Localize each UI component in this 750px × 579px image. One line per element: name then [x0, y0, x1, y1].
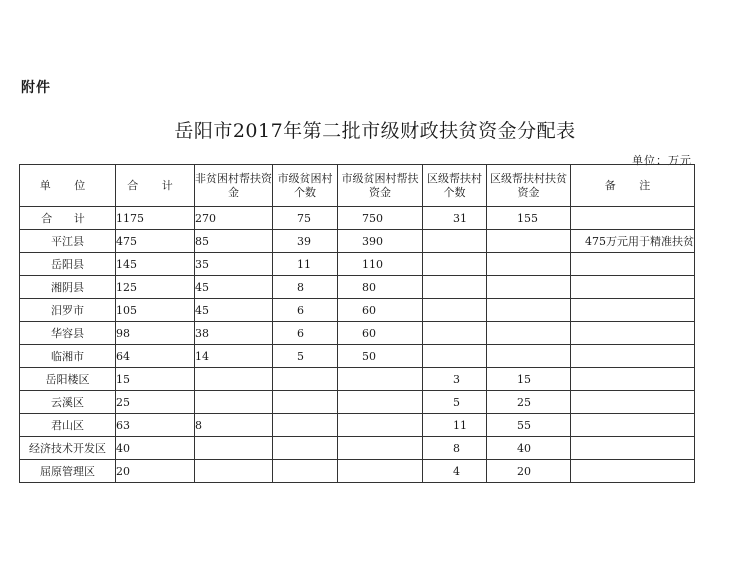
table-body: [20, 207, 695, 483]
city-village-fund-cell: 60: [338, 299, 423, 322]
remark-cell: [571, 345, 695, 368]
city-village-fund-cell: [338, 414, 423, 437]
district-village-fund-cell: [487, 345, 571, 368]
remark-cell: [571, 437, 695, 460]
non-poor-fund-cell: [195, 437, 273, 460]
city-village-count-cell: [273, 368, 338, 391]
non-poor-fund-cell: 14: [195, 345, 273, 368]
table-row: [20, 230, 695, 253]
unit-cell: 平江县: [20, 230, 116, 253]
city-village-fund-cell: 80: [338, 276, 423, 299]
table-row: [20, 207, 695, 230]
district-village-count-cell: [423, 253, 487, 276]
city-village-count-cell: 75: [273, 207, 338, 230]
remark-cell: [571, 207, 695, 230]
non-poor-fund-cell: 45: [195, 276, 273, 299]
district-village-fund-cell: 40: [487, 437, 571, 460]
non-poor-fund-cell: 8: [195, 414, 273, 437]
city-village-count-cell: 8: [273, 276, 338, 299]
unit-cell: 临湘市: [20, 345, 116, 368]
remark-cell: 475万元用于精准扶贫: [571, 230, 695, 253]
remark-cell: [571, 391, 695, 414]
city-village-count-cell: 5: [273, 345, 338, 368]
total-cell: 15: [116, 368, 195, 391]
district-village-fund-cell: [487, 253, 571, 276]
total-cell: 98: [116, 322, 195, 345]
remark-cell: [571, 368, 695, 391]
table-row: [20, 345, 695, 368]
unit-cell: 君山区: [20, 414, 116, 437]
city-village-fund-cell: [338, 391, 423, 414]
city-village-fund-cell: 60: [338, 322, 423, 345]
non-poor-fund-cell: 85: [195, 230, 273, 253]
total-cell: 1175: [116, 207, 195, 230]
district-village-fund-cell: [487, 230, 571, 253]
table-row: [20, 414, 695, 437]
unit-cell: 岳阳县: [20, 253, 116, 276]
city-village-fund-cell: [338, 368, 423, 391]
remark-cell: [571, 276, 695, 299]
attachment-label: 附件: [21, 80, 51, 96]
table-row: [20, 460, 695, 483]
total-cell: 105: [116, 299, 195, 322]
district-village-count-cell: [423, 345, 487, 368]
non-poor-fund-cell: [195, 391, 273, 414]
table-row: [20, 322, 695, 345]
unit-cell: 合 计: [20, 207, 116, 230]
header-city-village-count: 市级贫困村个数: [273, 165, 338, 207]
district-village-fund-cell: [487, 276, 571, 299]
district-village-count-cell: 11: [423, 414, 487, 437]
city-village-fund-cell: 50: [338, 345, 423, 368]
unit-cell: 汨罗市: [20, 299, 116, 322]
district-village-count-cell: [423, 276, 487, 299]
unit-cell: 屈原管理区: [20, 460, 116, 483]
total-cell: 145: [116, 253, 195, 276]
district-village-count-cell: [423, 230, 487, 253]
city-village-fund-cell: 110: [338, 253, 423, 276]
unit-cell: 经济技术开发区: [20, 437, 116, 460]
total-cell: 25: [116, 391, 195, 414]
total-cell: 64: [116, 345, 195, 368]
district-village-fund-cell: 25: [487, 391, 571, 414]
district-village-count-cell: 3: [423, 368, 487, 391]
total-cell: 475: [116, 230, 195, 253]
non-poor-fund-cell: 35: [195, 253, 273, 276]
district-village-fund-cell: 20: [487, 460, 571, 483]
document-title: 岳阳市2017年第二批市级财政扶贫资金分配表: [174, 120, 576, 142]
district-village-count-cell: [423, 322, 487, 345]
city-village-fund-cell: [338, 437, 423, 460]
non-poor-fund-cell: 270: [195, 207, 273, 230]
city-village-fund-cell: [338, 460, 423, 483]
district-village-fund-cell: [487, 322, 571, 345]
header-non-poor-fund: 非贫困村帮扶资金: [195, 165, 273, 207]
non-poor-fund-cell: 45: [195, 299, 273, 322]
header-unit: 单 位: [20, 165, 116, 207]
table-row: [20, 437, 695, 460]
district-village-fund-cell: [487, 299, 571, 322]
unit-cell: 华容县: [20, 322, 116, 345]
remark-cell: [571, 253, 695, 276]
total-cell: 125: [116, 276, 195, 299]
city-village-fund-cell: 750: [338, 207, 423, 230]
table-row: [20, 368, 695, 391]
unit-note: 单位：万元: [632, 154, 692, 167]
non-poor-fund-cell: 38: [195, 322, 273, 345]
header-remark: 备 注: [571, 165, 695, 207]
city-village-count-cell: [273, 460, 338, 483]
table-row: [20, 253, 695, 276]
district-village-count-cell: 5: [423, 391, 487, 414]
header-district-village-count: 区级帮扶村个数: [423, 165, 487, 207]
allocation-table: [19, 164, 695, 483]
unit-cell: 云溪区: [20, 391, 116, 414]
district-village-count-cell: 4: [423, 460, 487, 483]
district-village-fund-cell: 15: [487, 368, 571, 391]
remark-cell: [571, 322, 695, 345]
unit-cell: 湘阴县: [20, 276, 116, 299]
unit-cell: 岳阳楼区: [20, 368, 116, 391]
table-row: [20, 391, 695, 414]
remark-cell: [571, 460, 695, 483]
table-row: [20, 299, 695, 322]
table-row: [20, 276, 695, 299]
city-village-count-cell: 6: [273, 322, 338, 345]
district-village-fund-cell: 55: [487, 414, 571, 437]
city-village-count-cell: 11: [273, 253, 338, 276]
total-cell: 63: [116, 414, 195, 437]
non-poor-fund-cell: [195, 368, 273, 391]
city-village-count-cell: [273, 391, 338, 414]
district-village-count-cell: 31: [423, 207, 487, 230]
header-row: [20, 165, 695, 207]
city-village-count-cell: [273, 414, 338, 437]
district-village-fund-cell: 155: [487, 207, 571, 230]
city-village-count-cell: 39: [273, 230, 338, 253]
city-village-count-cell: 6: [273, 299, 338, 322]
total-cell: 40: [116, 437, 195, 460]
non-poor-fund-cell: [195, 460, 273, 483]
district-village-count-cell: [423, 299, 487, 322]
header-district-village-fund: 区级帮扶村扶贫资金: [487, 165, 571, 207]
table-header: [20, 165, 695, 207]
district-village-count-cell: 8: [423, 437, 487, 460]
header-total: 合 计: [116, 165, 195, 207]
remark-cell: [571, 414, 695, 437]
remark-cell: [571, 299, 695, 322]
city-village-count-cell: [273, 437, 338, 460]
header-city-village-fund: 市级贫困村帮扶资金: [338, 165, 423, 207]
total-cell: 20: [116, 460, 195, 483]
city-village-fund-cell: 390: [338, 230, 423, 253]
